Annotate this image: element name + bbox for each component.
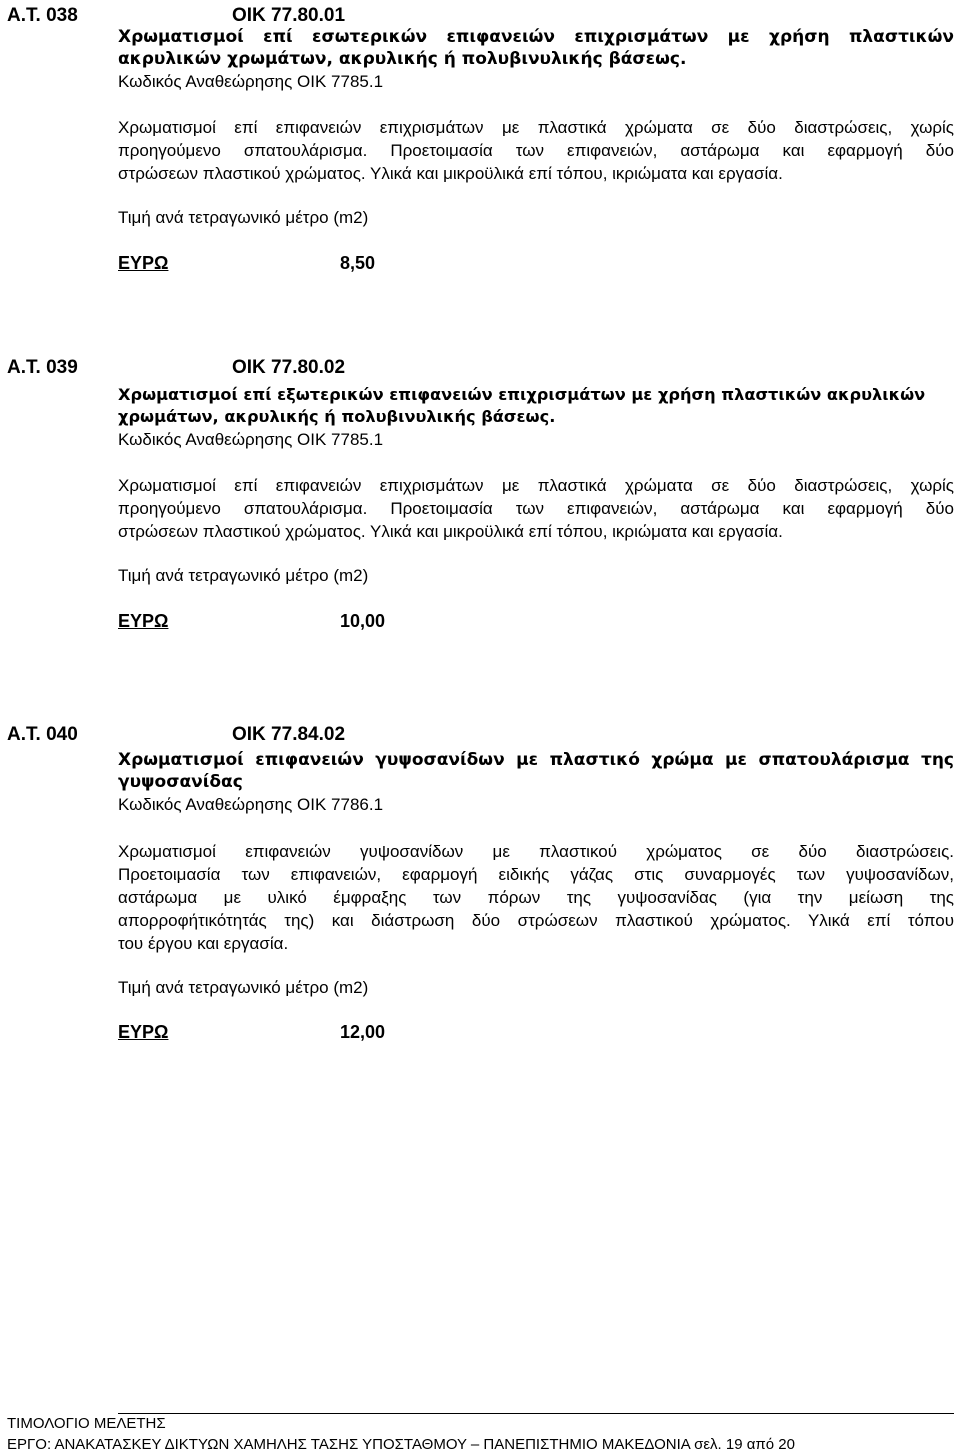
item-title [118, 384, 954, 428]
item-code: ΟΙΚ 77.84.02 [232, 724, 346, 745]
description-line: στρώσεων πλαστικού χρώματος. Υλικά και μικροϋλικά επί τόπου, ικριώματα και εργασία. [118, 164, 783, 183]
description-line: του έργου και εργασία. [118, 934, 289, 953]
unit-label: Τιμή ανά τετραγωνικό μέτρο (m2) [118, 566, 369, 585]
title-line: ακρυλικών χρωμάτων, ακρυλικής ή πολυβινυλικής βάσεως. [118, 49, 687, 69]
item-description [118, 840, 954, 955]
item-title [118, 26, 954, 70]
description-line: Χρωματισμοί επιφανειών γυψοσανίδων με πλαστικού χρώματος σε δύο διαστρώσεις. [118, 842, 954, 861]
currency-label: ΕΥΡΩ [118, 611, 169, 631]
description-line: Χρωματισμοί επί επιφανειών επιχρισμάτων με πλαστικά χρώματα σε δύο διαστρώσεις, χωρίς [118, 118, 954, 137]
revision-code: Κωδικός Αναθεώρησης ΟΙΚ 7786.1 [118, 795, 384, 814]
description-line: απορροφήτικότητάς της) και διάστρωση δύο στρώσεων πλαστικού χρώματος. Υλικά επί τόπου [118, 911, 954, 930]
footer-document-title: ΤΙΜΟΛΟΓΙΟ ΜΕΛΕΤΗΣ [7, 1415, 166, 1432]
item-description [118, 474, 954, 543]
unit-label: Τιμή ανά τετραγωνικό μέτρο (m2) [118, 978, 369, 997]
title-line: Χρωματισμοί επί εξωτερικών επιφανειών επιχρισμάτων με χρήση πλαστικών ακρυλικών [118, 385, 926, 404]
footer-divider [118, 1413, 954, 1414]
item-number: Α.Τ. 040 [7, 724, 78, 745]
title-line: χρωμάτων, ακρυλικής ή πολυβινυλικής βάσεως. [118, 407, 556, 426]
price-value: 10,00 [340, 611, 386, 631]
item-code: ΟΙΚ 77.80.01 [232, 5, 346, 26]
revision-code: Κωδικός Αναθεώρησης ΟΙΚ 7785.1 [118, 430, 384, 449]
description-line: προηγούμενο σπατουλάρισμα. Προετοιμασία των επιφανειών, αστάρωμα και εφαρμογή δύο [118, 141, 954, 160]
price-value: 8,50 [340, 253, 376, 273]
title-line: Χρωματισμοί επιφανειών γυψοσανίδων με πλαστικό χρώμα με σπατουλάρισμα της [118, 750, 954, 770]
title-line: γυψοσανίδας [118, 772, 243, 792]
title-line: Χρωματισμοί επί εσωτερικών επιφανειών επιχρισμάτων με χρήση πλαστικών [118, 27, 954, 47]
description-line: αστάρωμα με υλικό έμφραξης των πόρων της γυψοσανίδας (για την μείωση της [118, 888, 954, 907]
revision-code: Κωδικός Αναθεώρησης ΟΙΚ 7785.1 [118, 72, 384, 91]
currency-label: ΕΥΡΩ [118, 253, 169, 273]
description-line: Προετοιμασία των επιφανειών, εφαρμογή ειδικής γάζας στις συναρμογές των γυψοσανίδων, [118, 865, 954, 884]
description-line: προηγούμενο σπατουλάρισμα. Προετοιμασία των επιφανειών, αστάρωμα και εφαρμογή δύο [118, 499, 954, 518]
item-code: ΟΙΚ 77.80.02 [232, 357, 346, 378]
item-number: Α.Τ. 038 [7, 5, 78, 26]
item-title [118, 749, 954, 793]
price-value: 12,00 [340, 1022, 386, 1042]
description-line: Χρωματισμοί επί επιφανειών επιχρισμάτων με πλαστικά χρώματα σε δύο διαστρώσεις, χωρίς [118, 476, 954, 495]
unit-label: Τιμή ανά τετραγωνικό μέτρο (m2) [118, 208, 369, 227]
description-line: στρώσεων πλαστικού χρώματος. Υλικά και μικροϋλικά επί τόπου, ικριώματα και εργασία. [118, 522, 783, 541]
item-number: Α.Τ. 039 [7, 357, 78, 378]
footer-project-line: ΕΡΓΟ: ΑΝΑΚΑΤΑΣΚΕΥ ΔΙΚΤΥΩΝ ΧΑΜΗΛΗΣ ΤΑΣΗΣ ΥΠΟΣΤΑΘΜΟΥ – ΠΑΝΕΠΙΣΤΗΜΙΟ ΜΑΚΕΔΟΝΙΑ σελ. 19 από 20 [7, 1436, 795, 1453]
currency-label: ΕΥΡΩ [118, 1022, 169, 1042]
item-description [118, 116, 954, 185]
